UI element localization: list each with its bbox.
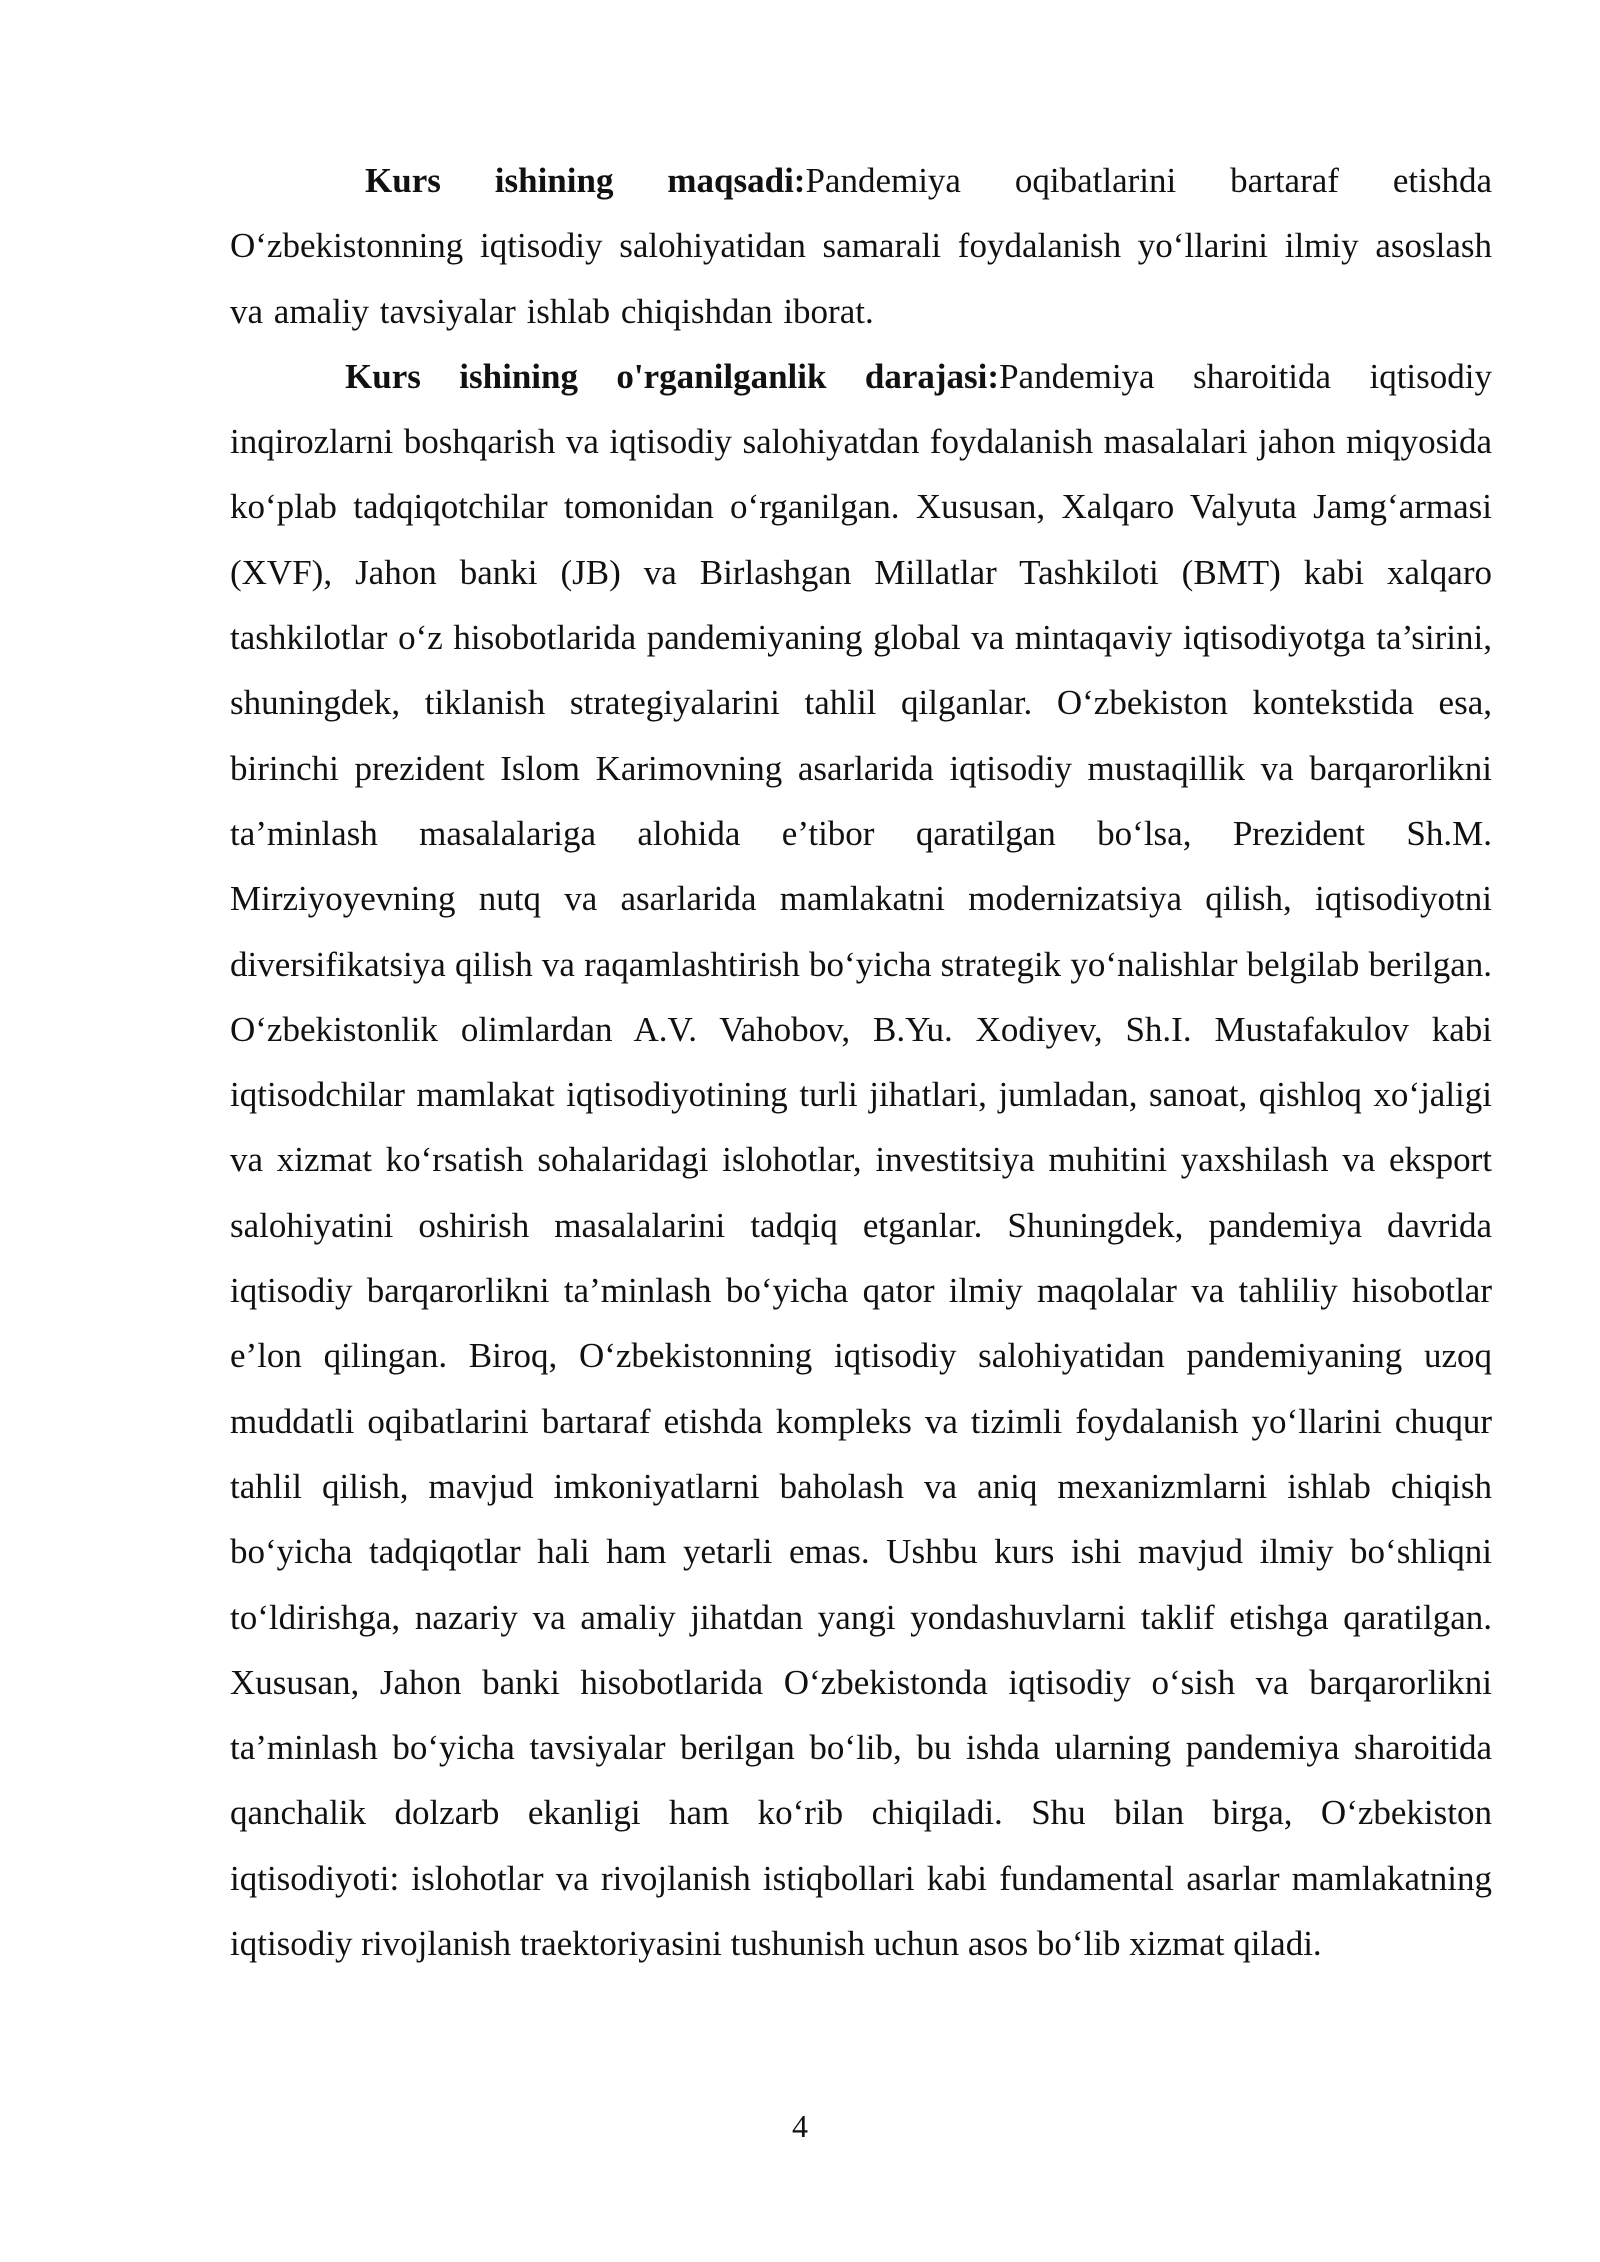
- page-number: 4: [792, 2108, 808, 2144]
- paragraph-research-degree: [230, 344, 1492, 1976]
- paragraph-heading: Kurs ishining o'rganilganlik darajasi:: [345, 356, 1000, 396]
- paragraph-heading: Kurs ishining maqsadi:: [365, 161, 806, 200]
- paragraph-text: Pandemiya sharoitida iqtisodiy inqirozlarni boshqarish va iqtisodiy salohiyatdan foydalanish masalalari jahon miqyosida ko‘plab tadqiqotchilar tomonidan o‘rganilgan. Xususan, Xalqaro Valyuta Jamg‘armasi (XVF), Jahon banki (JB) va Birlashgan Millatlar Tashkiloti (BMT) kabi xalqaro tashkilotlar o‘z hisobotlarida pandemiyaning global va mintaqaviy iqtisodiyotga ta’sirini, shuningdek, tiklanish strategiyalarini tahlil qilganlar. O‘zbekiston kontekstida esa, birinchi prezident Islom Karimovning asarlarida iqtisodiy mustaqillik va barqarorlikni ta’minlash masalalariga alohida e’tibor qaratilgan bo‘lsa, Prezident Sh.M. Mirziyoyevning nutq va asarlarida mamlakatni modernizatsiya qilish, iqtisodiyotni diversifikatsiya qilish va raqamlashtirish bo‘yicha strategik yo‘nalishlar belgilab berilgan. O‘zbekistonlik olimlardan A.V. Vahobov, B.Yu. Xodiyev, Sh.I. Mustafakulov kabi iqtisodchilar mamlakat iqtisodiyotining turli jihatlari, jumladan, sanoat, qishloq xo‘jaligi va xizmat ko‘rsatish sohalaridagi islohotlar, investitsiya muhitini yaxshilash va eksport salohiyatini oshirish masalalarini tadqiq etganlar. Shuningdek, pandemiya davrida iqtisodiy barqarorlikni ta’minlash bo‘yicha qator ilmiy maqolalar va tahliliy hisobotlar e’lon qilingan. Biroq, O‘zbekistonning iqtisodiy salohiyatidan pandemiyaning uzoq muddatli oqibatlarini bartaraf etishda kompleks va tizimli foydalanish yo‘llarini chuqur tahlil qilish, mavjud imkoniyatlarni baholash va aniq mexanizmlarni ishlab chiqish bo‘yicha tadqiqotlar hali ham yetarli emas. Ushbu kurs ishi mavjud ilmiy bo‘shliqni to‘ldirishga, nazariy va amaliy jihatdan yangi yondashuvlarni taklif etishga qaratilgan. Xususan, Jahon banki hisobotlarida O‘zbekistonda iqtisodiy o‘sish va barqarorlikni ta’minlash bo‘yicha tavsiyalar berilgan bo‘lib, bu ishda ularning pandemiya sharoitida qanchalik dolzarb ekanligi ham ko‘rib chiqiladi. Shu bilan birga, O‘zbekiston iqtisodiyoti: islohotlar va rivojlanish istiqbollari kabi fundamental asarlar mamlakatning iqtisodiy rivojlanish traektoriyasini tushunish uchun asos bo‘lib xizmat qiladi.: [230, 356, 1492, 1964]
- document-body: [230, 148, 1492, 1976]
- paragraph-course-goal: [230, 148, 1492, 344]
- paragraph-text: Pandemiya oqibatlarini bartaraf etishda O‘zbekistonning iqtisodiy salohiyatidan samarali foydalanish yo‘llarini ilmiy asoslash va amaliy tavsiyalar ishlab chiqishdan iborat.: [230, 161, 1492, 331]
